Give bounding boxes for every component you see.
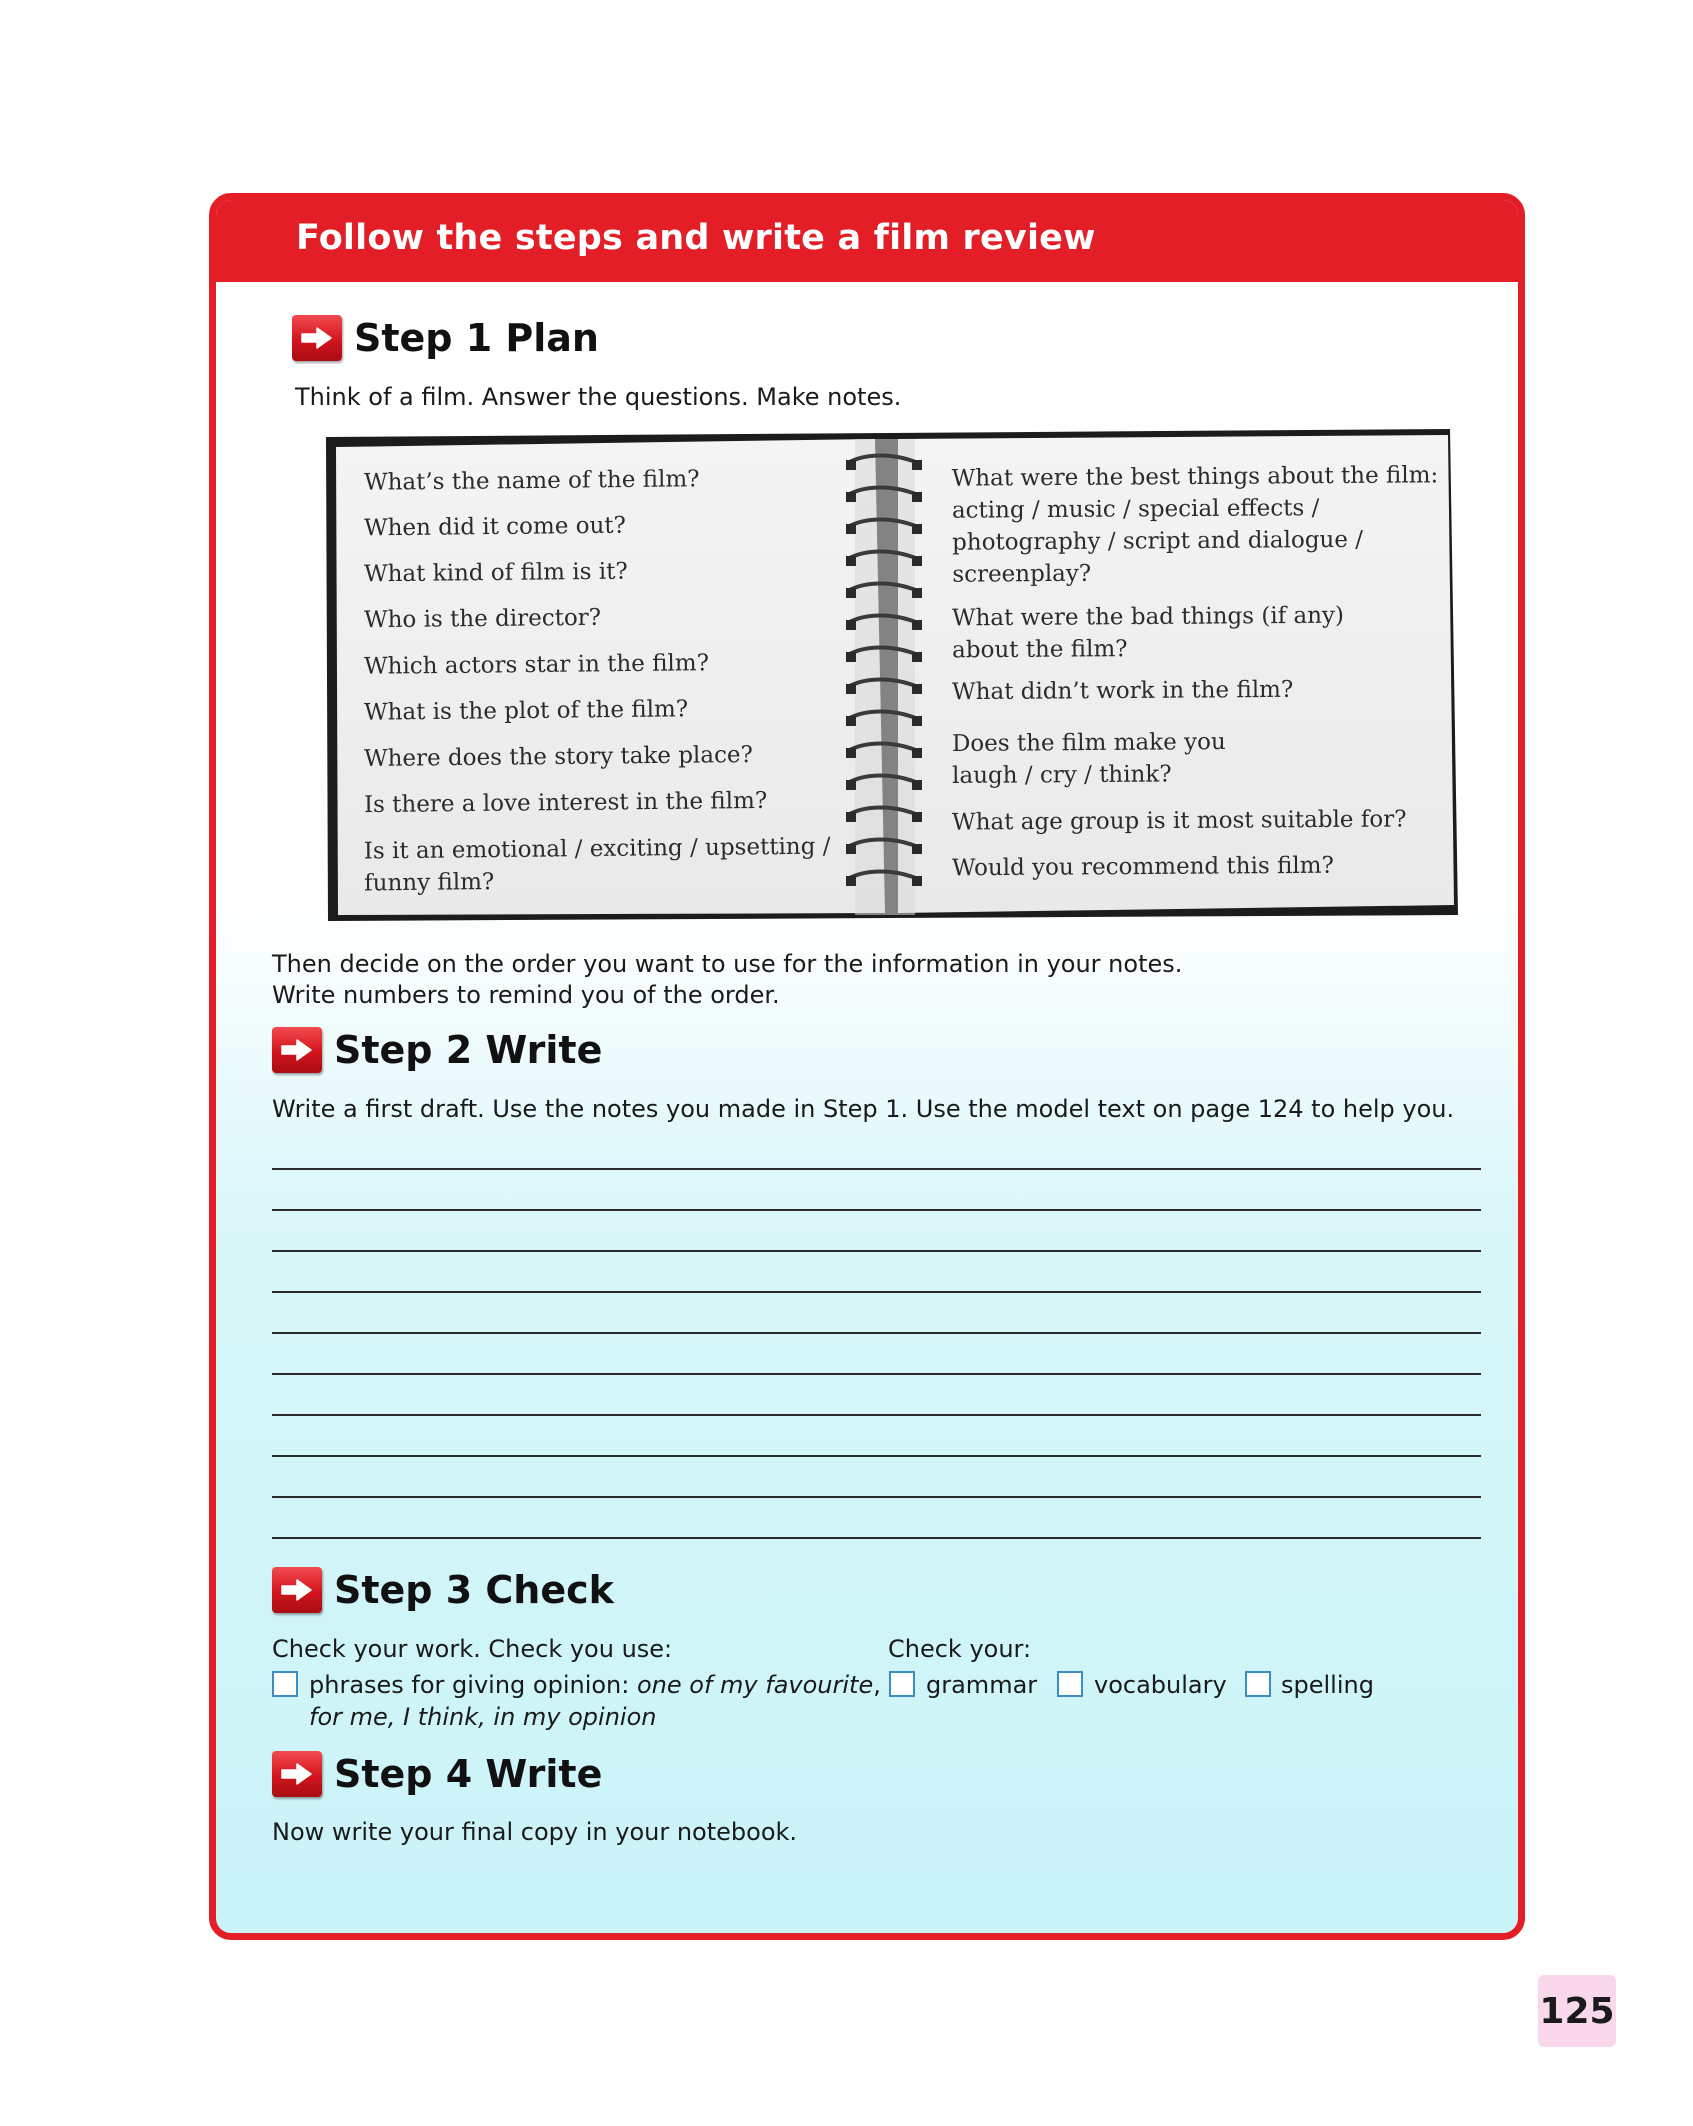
notebook-question-line: What didn’t work in the film? (951, 676, 1294, 706)
spiral-hole (912, 748, 922, 758)
grammar-checkbox[interactable] (889, 1671, 915, 1697)
phrases-example: one of my favourite (636, 1671, 874, 1699)
notebook-question-line: What is the plot of the film? (363, 696, 689, 726)
spiral-hole (846, 620, 856, 630)
spiral-hole (912, 844, 922, 854)
notebook-question (364, 647, 709, 683)
step1-heading (292, 315, 599, 361)
spiral-hole (846, 780, 856, 790)
grammar-label: grammar (926, 1671, 1038, 1699)
notebook-question-line: about the film? (952, 636, 1128, 664)
spiral-hole (912, 812, 922, 822)
phrases-line2: for me, I think, in my opinion (309, 1703, 657, 1731)
step1-title: Step 1 Plan (354, 316, 599, 360)
spelling-label: spelling (1281, 1671, 1374, 1699)
spiral-hole (846, 876, 856, 886)
spiral-hole (912, 588, 922, 598)
step2-intro: Write a first draft. Use the notes you made in Step 1. Use the model text on page 124 to help you. (272, 1095, 1455, 1123)
spiral-hole (912, 620, 922, 630)
spiral-hole (846, 460, 856, 470)
writing-line[interactable] (272, 1332, 1481, 1334)
notebook-question-line: Who is the director? (363, 604, 602, 634)
phrases-separator: , (873, 1671, 881, 1699)
page-number: 125 (1538, 1975, 1616, 2047)
notebook-question (952, 600, 1345, 667)
writing-line[interactable] (272, 1168, 1481, 1170)
notebook-question-line: laugh / cry / think? (952, 761, 1172, 789)
spiral-hole (912, 716, 922, 726)
step2-heading (272, 1027, 602, 1073)
writing-line[interactable] (272, 1373, 1481, 1375)
notebook-question (952, 459, 1439, 590)
spelling-checkbox[interactable] (1245, 1671, 1271, 1697)
writing-line[interactable] (272, 1209, 1481, 1211)
notebook-question (364, 602, 601, 636)
arrow-right-icon (272, 1751, 322, 1797)
check-your-label: Check your: (888, 1635, 1032, 1663)
spiral-hole (846, 652, 856, 662)
notebook-question-line: screenplay? (952, 560, 1092, 588)
writing-line[interactable] (272, 1414, 1481, 1416)
notebook-question (952, 726, 1226, 792)
step3-heading (272, 1567, 614, 1613)
phrases-line1 (309, 1671, 881, 1699)
arrow-right-icon (272, 1567, 322, 1613)
spiral-hole (846, 716, 856, 726)
notebook-question-line: Would you recommend this film? (951, 852, 1334, 882)
notebook-question-line: What kind of film is it? (363, 558, 628, 588)
notebook-question-line: Does the film make you (951, 729, 1226, 757)
step4-title: Step 4 Write (334, 1752, 603, 1796)
notebook-question (364, 785, 768, 821)
notebook-question-line: Where does the story take place? (363, 741, 754, 773)
step1-intro: Think of a film. Answer the questions. Make notes. (295, 383, 902, 411)
panel-header (216, 200, 1518, 282)
notebook-question-line: When did it come out? (363, 512, 627, 542)
step4-heading (272, 1751, 602, 1797)
writing-line[interactable] (272, 1291, 1481, 1293)
writing-line[interactable] (272, 1455, 1481, 1457)
writing-line[interactable] (272, 1250, 1481, 1252)
spiral-hole (912, 460, 922, 470)
vocabulary-label: vocabulary (1094, 1671, 1227, 1699)
step1-after-line1: Then decide on the order you want to use for the information in your notes. (272, 950, 1183, 978)
writing-line[interactable] (272, 1496, 1481, 1498)
spiral-hole (846, 748, 856, 758)
spiral-hole (846, 588, 856, 598)
arrow-right-icon (272, 1027, 322, 1073)
spiral-hole (912, 492, 922, 502)
notebook-question (364, 831, 831, 900)
step4-intro: Now write your final copy in your notebook. (272, 1818, 798, 1846)
notebook-question-line: Is it an emotional / exciting / upsetting / (363, 833, 831, 865)
spiral-hole (846, 684, 856, 694)
spiral-hole (846, 556, 856, 566)
spiral-hole (846, 524, 856, 534)
spiral-hole (912, 524, 922, 534)
notebook-question (364, 693, 688, 728)
spiral-hole (912, 652, 922, 662)
notebook-question-line: photography / script and dialogue / (952, 526, 1364, 556)
spiral-hole (912, 876, 922, 886)
arrow-right-icon (292, 315, 342, 361)
panel-title: Follow the steps and write a film review (296, 218, 1096, 258)
notebook-question-line: What’s the name of the film? (363, 466, 700, 496)
notebook-question (952, 850, 1334, 885)
spiral-hole (912, 684, 922, 694)
spiral-hole (846, 812, 856, 822)
step2-title: Step 2 Write (334, 1028, 603, 1072)
spiral-hole (846, 492, 856, 502)
notebook-question (952, 803, 1407, 838)
notebook-question-line: What age group is it most suitable for? (951, 806, 1407, 836)
step1-after-line2: Write numbers to remind you of the order. (272, 981, 780, 1009)
writing-line[interactable] (272, 1537, 1481, 1539)
spiral-hole (912, 556, 922, 566)
spiral-hole (846, 844, 856, 854)
notebook-question (364, 510, 626, 545)
notebook-question-line: What were the best things about the film: (951, 462, 1439, 492)
notebook-question-line: funny film? (364, 869, 495, 897)
notebook-question-line: acting / music / special effects / (951, 495, 1320, 524)
notebook-question (952, 674, 1293, 708)
notebook-question-line: Is there a love interest in the film? (363, 787, 768, 819)
spiral-hole (912, 780, 922, 790)
notebook-question (364, 556, 628, 591)
notebook-question (364, 463, 700, 499)
vocabulary-checkbox[interactable] (1057, 1671, 1083, 1697)
notebook-question (364, 739, 753, 775)
phrases-label: phrases for giving opinion: (309, 1671, 637, 1699)
step3-title: Step 3 Check (334, 1568, 614, 1612)
notebook-question-line: Which actors star in the film? (363, 650, 710, 680)
notebook-question-line: What were the bad things (if any) (951, 602, 1345, 632)
step3-intro: Check your work. Check you use: (272, 1635, 673, 1663)
phrases-checkbox[interactable] (272, 1671, 298, 1697)
